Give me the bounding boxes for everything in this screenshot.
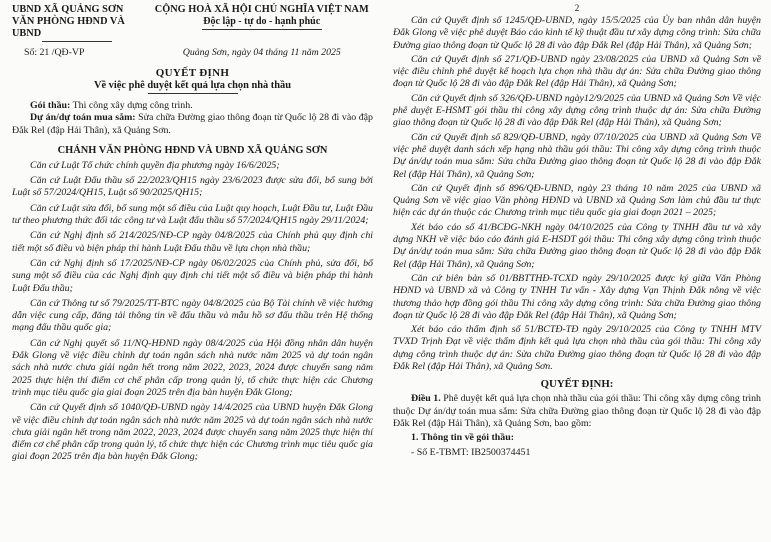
article-1 [393, 393, 761, 430]
legal-basis-9: Căn cứ Quyết định số 1245/QĐ-UBND, ngày 15/5/2025 của Ủy ban nhân dân huyện Đắk Glong về việc phê duyệt Báo cáo kinh tế kỹ thuật đầu tư xây dựng công trình: Sửa chữa Đường giao thông đoạn từ Quốc lộ 28 đi vào đập Đắk Rel (đập Hải Thân), xã Quảng Sơn; [393, 15, 761, 51]
legal-basis-6: Căn cứ Thông tư số 79/2025/TT-BTC ngày 04/8/2025 của Bộ Tài chính về việc hướng dẫn việc cung cấp, đăng tải thông tin về đấu thầu và mẫu hồ sơ đấu thầu trên Hệ thống mạng đấu thầu quốc gia; [12, 297, 373, 334]
package-line [12, 100, 373, 112]
page-number: 2 [574, 3, 580, 13]
national-motto: Độc lập - tự do - hạnh phúc [203, 16, 321, 27]
legal-basis-13: Căn cứ Quyết định số 896/QĐ-UBND, ngày 23 tháng 10 năm 2025 của UBND xã Quảng Sơn về việc giao Văn phòng HĐND và UBND xã Quảng Sơn làm chủ đầu tư thực hiện các dự án thuộc các Chương trình mục tiêu quốc gia giai đoạn 2021 – 2025; [393, 182, 761, 219]
legal-basis-1: Căn cứ Luật Tổ chức chính quyền địa phương ngày 16/6/2025; [30, 159, 280, 171]
legal-basis-3: Căn cứ Luật sửa đổi, bổ sung một số điều của Luật quy hoạch, Luật Đầu tư, Luật Đầu tư theo phương thức đối tác công tư và Luật đấu thầu số 57/2024/QH15 ngày 29/11/2024; [12, 202, 373, 227]
document-meta [12, 47, 373, 58]
article-1-text: Phê duyệt kết quả lựa chọn nhà thầu của gói thầu: Thi công xây dựng công trình thuộc Dự án/dự toán mua sắm: Sửa chữa Đường giao thông đoạn từ Quốc lộ 28 đi vào đập Đắk Rel (đập Hải Thân), xã Quảng Sơn, bao gồm: [393, 393, 761, 429]
legal-basis-16: Xét báo cáo thẩm định số 51/BCTĐ-TĐ ngày 29/10/2025 của Công ty TNHH MTV TVXD Trịnh Đạt về việc thẩm định kết quả lựa chọn nhà thầu của gói thầu: Thi công xây dựng công trình thuộc dự án: Sửa chữa Đường giao thông đoạn từ Quốc lộ 28 đi vào đập Đắk Rel (đập Hải Thân), xã Quảng Sơn. [393, 324, 761, 373]
project-value: Sửa chữa Đường giao thông đoạn từ Quốc lộ 28 đi vào đập Đắk Rel (đập Hải Thân), xã Quảng Sơn. [12, 112, 373, 136]
legal-basis-11: Căn cứ Quyết định số 326/QĐ-UBND ngày12/9/2025 của UBND xã Quảng Sơn Về việc phê duyệt E-HSMT gói thầu thi công xây dựng công trình thuộc dự án: Sửa chữa Đường giao thông đoạn từ Quốc lộ 28 đi vào đập Đắk Rel (đập Hải Thân), xã Quảng Sơn; [393, 92, 761, 129]
national-heading [150, 4, 373, 42]
nation-name: CỘNG HOÀ XÃ HỘI CHỦ NGHĨA VIỆT NAM [154, 4, 369, 15]
project-label: Dự án/dự toán mua sắm: [30, 112, 136, 124]
agency-underline [42, 41, 112, 42]
project-line [12, 112, 373, 137]
legal-basis-14: Xét báo cáo số 41/BCĐG-NKH ngày 04/10/2025 của Công ty TNHH đầu tư và xây dựng NKH về việc báo cáo đánh giá E-HSDT gói thầu: Thi công xây dựng công trình thuộc Dự án/dự toán mua sắm: Sửa chữa Đường giao thông đoạn từ Quốc lộ 28 đi vào đập Đắk Rel (đập Hải Thân), xã Quảng Sơn; [393, 221, 761, 270]
legal-basis-10: Căn cứ Quyết định số 271/QĐ-UBND ngày 23/08/2025 của UBND xã Quảng Sơn về việc điều chỉnh phê duyệt kế hoạch lựa chọn nhà thầu dự án: Sửa chữa Đường giao thông đoạn từ Quốc lộ 28 đi vào đập Đắk Rel (đập Hải Thân), xã Quảng Sơn; [393, 53, 761, 90]
article-1-label: Điều 1. [411, 393, 441, 405]
document-number: Số: 21 /QĐ-VP [24, 47, 85, 58]
legal-basis-7: Căn cứ Nghị quyết số 11/NQ-HĐND ngày 08/4/2025 của Hội đồng nhân dân huyện Đắk Glong về việc điều chỉnh dự toán ngân sách nhà nước năm 2025 và dự toán ngân sách nhà nước chưa giải ngân hết trong năm 2022, 2023, 2024 được chuyển sang năm 2025 thực hiện thí điểm cơ chế phân cấp trong quản lý, tổ chức thực hiện các Chương trình mục tiêu quốc gia giai đoạn 2025 trên địa bàn huyện Đắk Glong; [12, 337, 373, 398]
package-label: Gói thầu: [30, 100, 71, 111]
issuing-agency [12, 4, 150, 42]
legal-basis-2: Căn cứ Luật Đấu thầu số 22/2023/QH15 ngày 23/6/2023 được sửa đổi, bổ sung bởi Luật số 57/2024/QH15, Luật số 90/2025/QH15; [12, 175, 373, 199]
tbmt-number: - Số E-TBMT: IB2500374451 [411, 446, 531, 458]
authority-heading: CHÁNH VĂN PHÒNG HĐND VÀ UBND XÃ QUẢNG SƠN [57, 144, 328, 156]
package-info-heading: 1. Thông tin về gói thầu: [411, 432, 514, 444]
subtitle-underline [148, 93, 238, 94]
document-subtitle: Về việc phê duyệt kết quả lựa chọn nhà thầu [93, 80, 292, 91]
agency-name: VĂN PHÒNG HĐND VÀ UBND [12, 16, 125, 39]
decision-heading: QUYẾT ĐỊNH: [540, 378, 614, 391]
legal-basis-15: Căn cứ biên bản số 01/BBTTHĐ-TCXD ngày 29/10/2025 được ký giữa Văn Phòng HĐND và UBND xã và Công ty TNHH Tư vấn - Xây dựng Vạn Thịnh Đắk nông về việc thương thảo hợp đồng gói thầu Thi công xây dựng công trình: Sửa chữa Đường giao thông đoạn từ Quốc lộ 28 đi vào đập Đắk Rel (đập Hải Thân), xã Quảng Sơn; [393, 272, 761, 321]
legal-basis-12: Căn cứ Quyết định số 829/QĐ-UBND, ngày 07/10/2025 của UBND xã Quảng Sơn Về việc phê duyệt danh sách xếp hạng nhà thầu gói thầu: Thi công xây dựng công trình thuộc Dự án/dự toán mua sắm: Sửa chữa Đường giao thông đoạn từ Quốc lộ 28 đi vào đập Đắk Rel (đập Hải Thân), xã Quảng Sơn; [393, 131, 761, 180]
agency-parent: UBND XÃ QUẢNG SƠN [12, 4, 124, 15]
page-2 [383, 0, 771, 542]
package-value: Thi công xây dựng công trình. [70, 100, 193, 111]
motto-underline [202, 29, 322, 30]
document-title: QUYẾT ĐỊNH [155, 67, 230, 79]
legal-basis-4: Căn cứ Nghị định số 214/2025/NĐ-CP ngày 04/8/2025 của Chính phủ quy định chi tiết một số điều và biện pháp thi hành Luật Đấu thầu về lựa chọn nhà thầu; [12, 230, 373, 254]
document-header [12, 4, 373, 42]
legal-basis-5: Căn cứ Nghị định số 17/2025/NĐ-CP ngày 06/02/2025 của Chính phủ, sửa đổi, bổ sung một số điều của các Nghị định quy định chi tiết một số điều và biện pháp thi hành Luật Đấu thầu; [12, 257, 373, 294]
legal-basis-8: Căn cứ Quyết định số 1040/QĐ-UBND ngày 14/4/2025 của UBND huyện Đắk Glong về việc điều chỉnh dự toán ngân sách nhà nước năm 2025 và dự toán ngân sách nhà nước chưa giải ngân hết trong năm 2022, 2023, 2024 được chuyển sang năm 2025 thực hiện thí điểm cơ chế phân cấp trong quản lý, tổ chức thực hiện các Chương trình mục tiêu quốc gia giai đoạn 2025 trên địa bàn huyện Đắk Glong; [12, 402, 373, 463]
document-date: Quảng Sơn, ngày 04 tháng 11 năm 2025 [182, 47, 341, 58]
page-1 [0, 0, 383, 542]
